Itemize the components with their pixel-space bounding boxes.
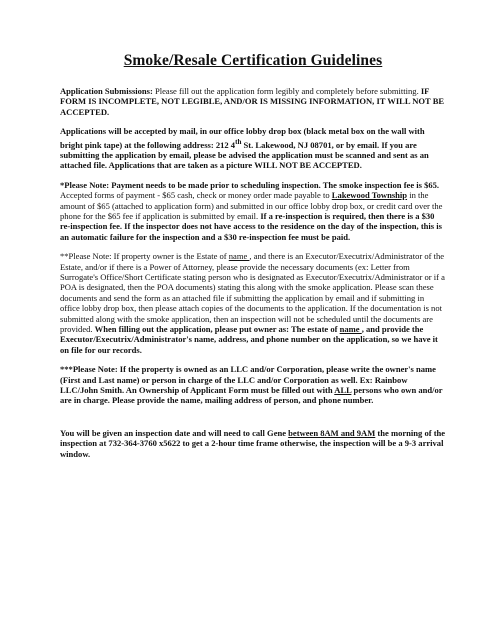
estate-paragraph: **Please Note: If property owner is the Estate of name , and there is an Executor/Executrix/Administrator of the Estate, and/or if there is a Power of Attorney, please provide the necessary documents (ex: Letter from Surrogate's Office/Short Certificate stating person who is designated as Executor/Executrix/Administrator or if a POA is designated, then the POA documents) stating this along with the smoke application. Please scan these documents and send the form as an attached file if submitting the application by email and if submitting in office lobby drop box, then please attach copies of the documents to the application. If the documentation is not submitted along with the smoke application, then an inspection will not be scheduled until the documents are provided. When filling out the application, please put owner as: The estate of name , and provide the Executor/Executrix/Administrator's name, address, and phone number on the application, so we have it on file for our records. xyxy=(60,251,445,355)
application-submissions-paragraph: Application Submissions: Please fill out the application form legibly and completely before submitting. IF FORM IS INCOMPLETE, NOT LEGIBLE, AND/OR IS MISSING INFORMATION, IT WILL NOT BE ACCEPTED. xyxy=(60,86,445,117)
llc-paragraph: ***Please Note: If the property is owned as an LLC and/or Corporation, please write the owner's name (First and Last name) or person in charge of the LLC and/or Corporation as well. Ex: Rainbow LLC/John Smith. An Ownership of Applicant Form must be filled out with ALL persons who own and/or are in charge. Please provide the name, mailing address of person, and phone number. xyxy=(60,364,443,406)
estate-name-blank: name xyxy=(228,251,250,262)
incomplete-warning: IF FORM IS INCOMPLETE, NOT LEGIBLE, AND/OR IS MISSING INFORMATION, IT WILL NOT BE ACCEPTED. xyxy=(60,86,445,117)
submission-methods-paragraph: Applications will be accepted by mail, in our office lobby drop box (black metal box on the wall with bright pink tape) at the following address: 212 4th St. Lakewood, NJ 08701, or by email. If you are submitting the application by email, please be advised the application must be scanned and sent as an attached file. Applications that are taken as a picture WILL NOT BE ACCEPTED. xyxy=(60,126,429,171)
call-hours: between 8AM and 9AM xyxy=(288,427,376,438)
all-persons-emphasis: ALL xyxy=(334,385,352,395)
estate-name-blank-owner: name xyxy=(339,323,362,334)
payee-name: Lakewood Township xyxy=(331,190,408,201)
reinspection-fee-notice: If a re-inspection is required, then there is a $30 re-inspection fee. If the inspector does not have access to the residence on the day of the inspection, this is an automatic failure for the inspection and a $30 re-inspection fee must be paid. xyxy=(60,210,442,242)
inspection-call-paragraph: You will be given an inspection date and will need to call Gene between 8AM and 9AM the morning of the inspection at 732-364-3760 x5622 to get a 2-hour time frame otherwise, the inspection will be a 9-3 arrival window. xyxy=(60,427,446,459)
payment-paragraph: *Please Note: Payment needs to be made prior to scheduling inspection. The smoke inspection fee is $65. Accepted forms of payment - $65 cash, check or money order made payable to Lakewood Township in the amount of $65 (attached to application form) and submitted in our office lobby drop box, or credit card over the phone for the $65 fee if application is submitted by email. If a re-inspection is required, then there is a $30 re-inspection fee. If the inspector does not have access to the residence on the day of the inspection, this is an automatic failure for the inspection and a $30 re-inspection fee must be paid. xyxy=(60,179,443,242)
application-submissions-label: Application Submissions: xyxy=(60,86,153,96)
page-title: Smoke/Resale Certification Guidelines xyxy=(123,52,383,69)
